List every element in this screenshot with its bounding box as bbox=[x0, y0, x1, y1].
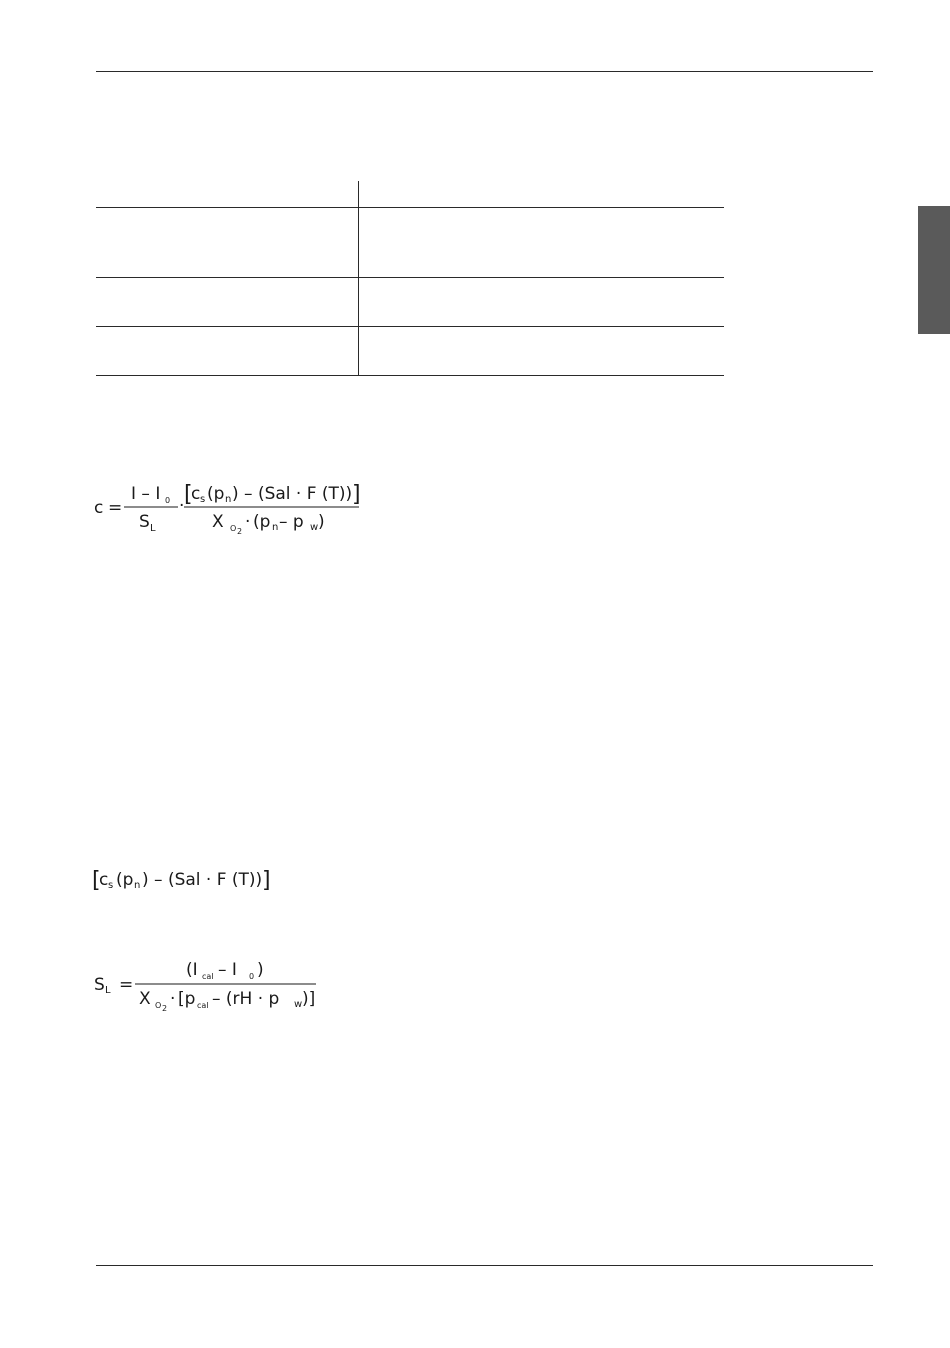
bracket-cs-sub: s bbox=[108, 880, 114, 891]
frac1-numerator: I – I bbox=[131, 484, 161, 504]
parameter-table bbox=[96, 181, 724, 376]
slope-equals: = bbox=[119, 975, 134, 995]
formula-lhs: c bbox=[94, 498, 104, 518]
frac1-numerator-sub: 0 bbox=[165, 496, 171, 505]
slope-den-cal-sub: cal bbox=[197, 1001, 209, 1010]
slope-den-w-sub: w bbox=[294, 999, 303, 1010]
frac2-den-pn-sub: n bbox=[272, 522, 279, 533]
multiply-dot: · bbox=[179, 496, 185, 516]
frac2-pn: (p bbox=[207, 484, 225, 504]
footer-rule bbox=[96, 1265, 873, 1266]
slope-den-xo2-sub: O bbox=[155, 1001, 162, 1010]
frac2-cs-sub: s bbox=[200, 494, 206, 505]
frac2-pn-sub: n bbox=[225, 494, 232, 505]
salinity-correction-term bbox=[92, 862, 282, 896]
frac1-denominator: S bbox=[139, 512, 150, 532]
table-row-rule bbox=[96, 277, 724, 278]
slope-lhs: S bbox=[94, 975, 105, 995]
slope-den-pcal: [p bbox=[178, 989, 196, 1009]
table-column-divider bbox=[358, 181, 359, 376]
bracket-close: ] bbox=[262, 868, 271, 893]
frac2-xo2-subsub: 2 bbox=[237, 527, 243, 536]
slope-den-xo2: X bbox=[139, 989, 151, 1009]
frac2-den-pw-sub: w bbox=[310, 522, 319, 533]
header-rule bbox=[96, 71, 873, 72]
frac2-salinity-term: ) – (Sal · F (T)) bbox=[232, 484, 353, 504]
frac2-open-bracket: [ bbox=[184, 482, 193, 507]
table-header-rule bbox=[96, 207, 724, 208]
bracket-salinity: ) – (Sal · F (T)) bbox=[142, 870, 263, 890]
table-bottom-rule bbox=[96, 375, 724, 376]
slope-den-xo2-subsub: 2 bbox=[162, 1004, 168, 1013]
frac2-den-pw: – p bbox=[279, 512, 304, 532]
frac1-denominator-sub: L bbox=[150, 523, 156, 534]
slope-den-humidity: – (rH · p bbox=[212, 989, 280, 1009]
slope-den-dot: · bbox=[170, 989, 176, 1009]
frac2-den-dot: · bbox=[245, 512, 251, 532]
frac2-xo2: X bbox=[212, 512, 224, 532]
slope-formula bbox=[94, 955, 324, 1017]
slope-num-cal-sub: cal bbox=[202, 972, 214, 981]
concentration-formula bbox=[94, 478, 364, 542]
bracket-cs: c bbox=[99, 870, 109, 890]
bracket-open: [ bbox=[92, 868, 101, 893]
slope-num-minus: – I bbox=[218, 960, 237, 980]
bracket-pn: (p bbox=[116, 870, 134, 890]
bracket-pn-sub: n bbox=[134, 880, 141, 891]
table-row-rule bbox=[96, 326, 724, 327]
slope-num-zero-sub: 0 bbox=[249, 972, 255, 981]
section-tab-marker bbox=[918, 206, 950, 334]
formula-equals: = bbox=[108, 498, 123, 518]
frac2-den-pn: (p bbox=[253, 512, 271, 532]
slope-num-close: ) bbox=[257, 960, 264, 980]
slope-lhs-sub: L bbox=[105, 985, 111, 996]
frac2-xo2-sub: O bbox=[230, 524, 237, 533]
slope-num-open: (I bbox=[186, 960, 198, 980]
frac2-cs: c bbox=[191, 484, 201, 504]
frac2-close-bracket: ] bbox=[352, 482, 361, 507]
slope-den-close: )] bbox=[302, 989, 316, 1009]
frac2-den-close: ) bbox=[318, 512, 325, 532]
